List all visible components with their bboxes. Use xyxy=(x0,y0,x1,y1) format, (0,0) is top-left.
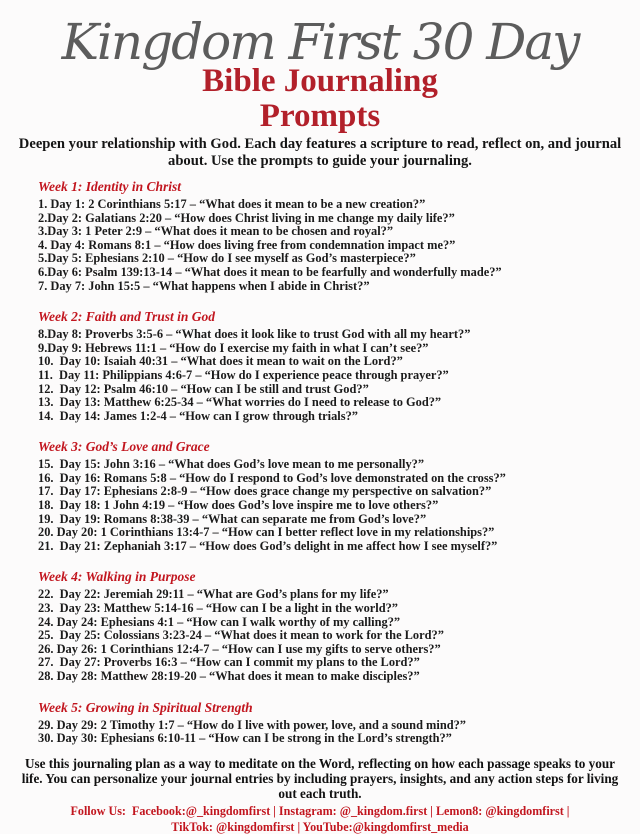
day-item: 3.Day 3: 1 Peter 2:9 – “What does it mean to be chosen and royal?” xyxy=(38,224,394,239)
day-item: 5.Day 5: Ephesians 2:10 – “How do I see myself as God’s masterpiece?” xyxy=(38,251,416,266)
social-follow-line-2: TikTok: @kingdomfirst | YouTube:@kingdomfirst_media xyxy=(171,819,469,834)
day-item: 10. Day 10: Isaiah 40:31 – “What does it mean to wait on the Lord?” xyxy=(38,354,403,369)
day-item: 14. Day 14: James 1:2-4 – “How can I grow through trials?” xyxy=(38,408,358,423)
footer xyxy=(0,756,640,834)
footer-note: Use this journaling plan as a way to meditate on the Word, reflecting on how each passage speaks to your life. You can personalize your journal entries by including prayers, insights, and any action steps for living out each truth. xyxy=(21,755,619,802)
week-section xyxy=(38,569,620,683)
day-item: 13. Day 13: Matthew 6:25-34 – “What worries do I need to release to God?” xyxy=(38,395,442,410)
day-item: 20. Day 20: 1 Corinthians 13:4-7 – “How can I better reflect love in my relationships?” xyxy=(38,525,495,540)
week-heading: Week 2: Faith and Trust in God xyxy=(38,309,216,325)
week-section xyxy=(38,179,620,293)
day-item: 6.Day 6: Psalm 139:13-14 – “What does it mean to be fearfully and wonderfully made?” xyxy=(38,264,502,279)
week-heading: Week 5: Growing in Spiritual Strength xyxy=(38,699,253,715)
day-item: 9.Day 9: Hebrews 11:1 – “How do I exercise my faith in what I can’t see?” xyxy=(38,340,429,355)
day-item: 15. Day 15: John 3:16 – “What does God’s love mean to me personally?” xyxy=(38,457,425,472)
week-section xyxy=(38,309,620,423)
day-item: 1. Day 1: 2 Corinthians 5:17 – “What does it mean to be a new creation?” xyxy=(38,196,426,211)
day-item: 29. Day 29: 2 Timothy 1:7 – “How do I live with power, love, and a sound mind?” xyxy=(38,717,466,732)
day-item: 26. Day 26: 1 Corinthians 12:4-7 – “How can I use my gifts to serve others?” xyxy=(38,641,441,656)
weeks-list xyxy=(38,179,620,746)
day-item: 19. Day 19: Romans 8:38-39 – “What can separate me from God’s love?” xyxy=(38,511,427,526)
day-item: 24. Day 24: Ephesians 4:1 – “How can I walk worthy of my calling?” xyxy=(38,614,401,629)
header xyxy=(0,0,640,169)
day-item: 4. Day 4: Romans 8:1 – “How does living free from condemnation impact me?” xyxy=(38,237,456,252)
day-item: 18. Day 18: 1 John 4:19 – “How does God’s love inspire me to love others?” xyxy=(38,498,439,513)
day-item: 21. Day 21: Zephaniah 3:17 – “How does God’s delight in me affect how I see myself?” xyxy=(38,538,498,553)
day-item: 7. Day 7: John 15:5 – “What happens when I abide in Christ?” xyxy=(38,278,370,293)
day-item: 22. Day 22: Jeremiah 29:11 – “What are God’s plans for my life?” xyxy=(38,587,389,602)
week-section xyxy=(38,700,620,746)
day-item: 2.Day 2: Galatians 2:20 – “How does Christ living in me change my daily life?” xyxy=(38,210,455,225)
social-follow-line-1: Follow Us: Facebook:@_kingdomfirst | Instagram: @_kingdom.first | Lemon8: @kingdomfirst | xyxy=(70,803,570,818)
page-title-line1: Bible Journaling xyxy=(202,63,438,99)
day-item: 16. Day 16: Romans 5:8 – “How do I respond to God’s love demonstrated on the cross?” xyxy=(38,470,506,485)
day-item: 12. Day 12: Psalm 46:10 – “How can I be still and trust God?” xyxy=(38,381,369,396)
script-brand-title: Kingdom First 30 Day xyxy=(61,13,579,71)
week-heading: Week 3: God’s Love and Grace xyxy=(38,439,210,455)
intro-text: Deepen your relationship with God. Each day features a scripture to read, reflect on, and journal about. Use the prompts to guide your journaling. xyxy=(18,136,622,169)
day-item: 27. Day 27: Proverbs 16:3 – “How can I commit my plans to the Lord?” xyxy=(38,655,420,670)
day-item: 25. Day 25: Colossians 3:23-24 – “What does it mean to work for the Lord?” xyxy=(38,628,444,643)
week-heading: Week 4: Walking in Purpose xyxy=(38,569,196,585)
day-item: 28. Day 28: Matthew 28:19-20 – “What does it mean to make disciples?” xyxy=(38,669,420,683)
day-item: 30. Day 30: Ephesians 6:10-11 – “How can I be strong in the Lord’s strength?” xyxy=(38,731,452,746)
day-item: 11. Day 11: Philippians 4:6-7 – “How do I experience peace through prayer?” xyxy=(38,367,449,382)
day-item: 8.Day 8: Proverbs 3:5-6 – “What does it look like to trust God with all my heart?” xyxy=(38,327,471,342)
week-heading: Week 1: Identity in Christ xyxy=(38,178,182,194)
day-item: 17. Day 17: Ephesians 2:8-9 – “How does grace change my perspective on salvation?” xyxy=(38,484,492,499)
week-section xyxy=(38,439,620,553)
page-title-line2: Prompts xyxy=(259,97,381,134)
day-item: 23. Day 23: Matthew 5:14-16 – “How can I be a light in the world?” xyxy=(38,601,398,616)
